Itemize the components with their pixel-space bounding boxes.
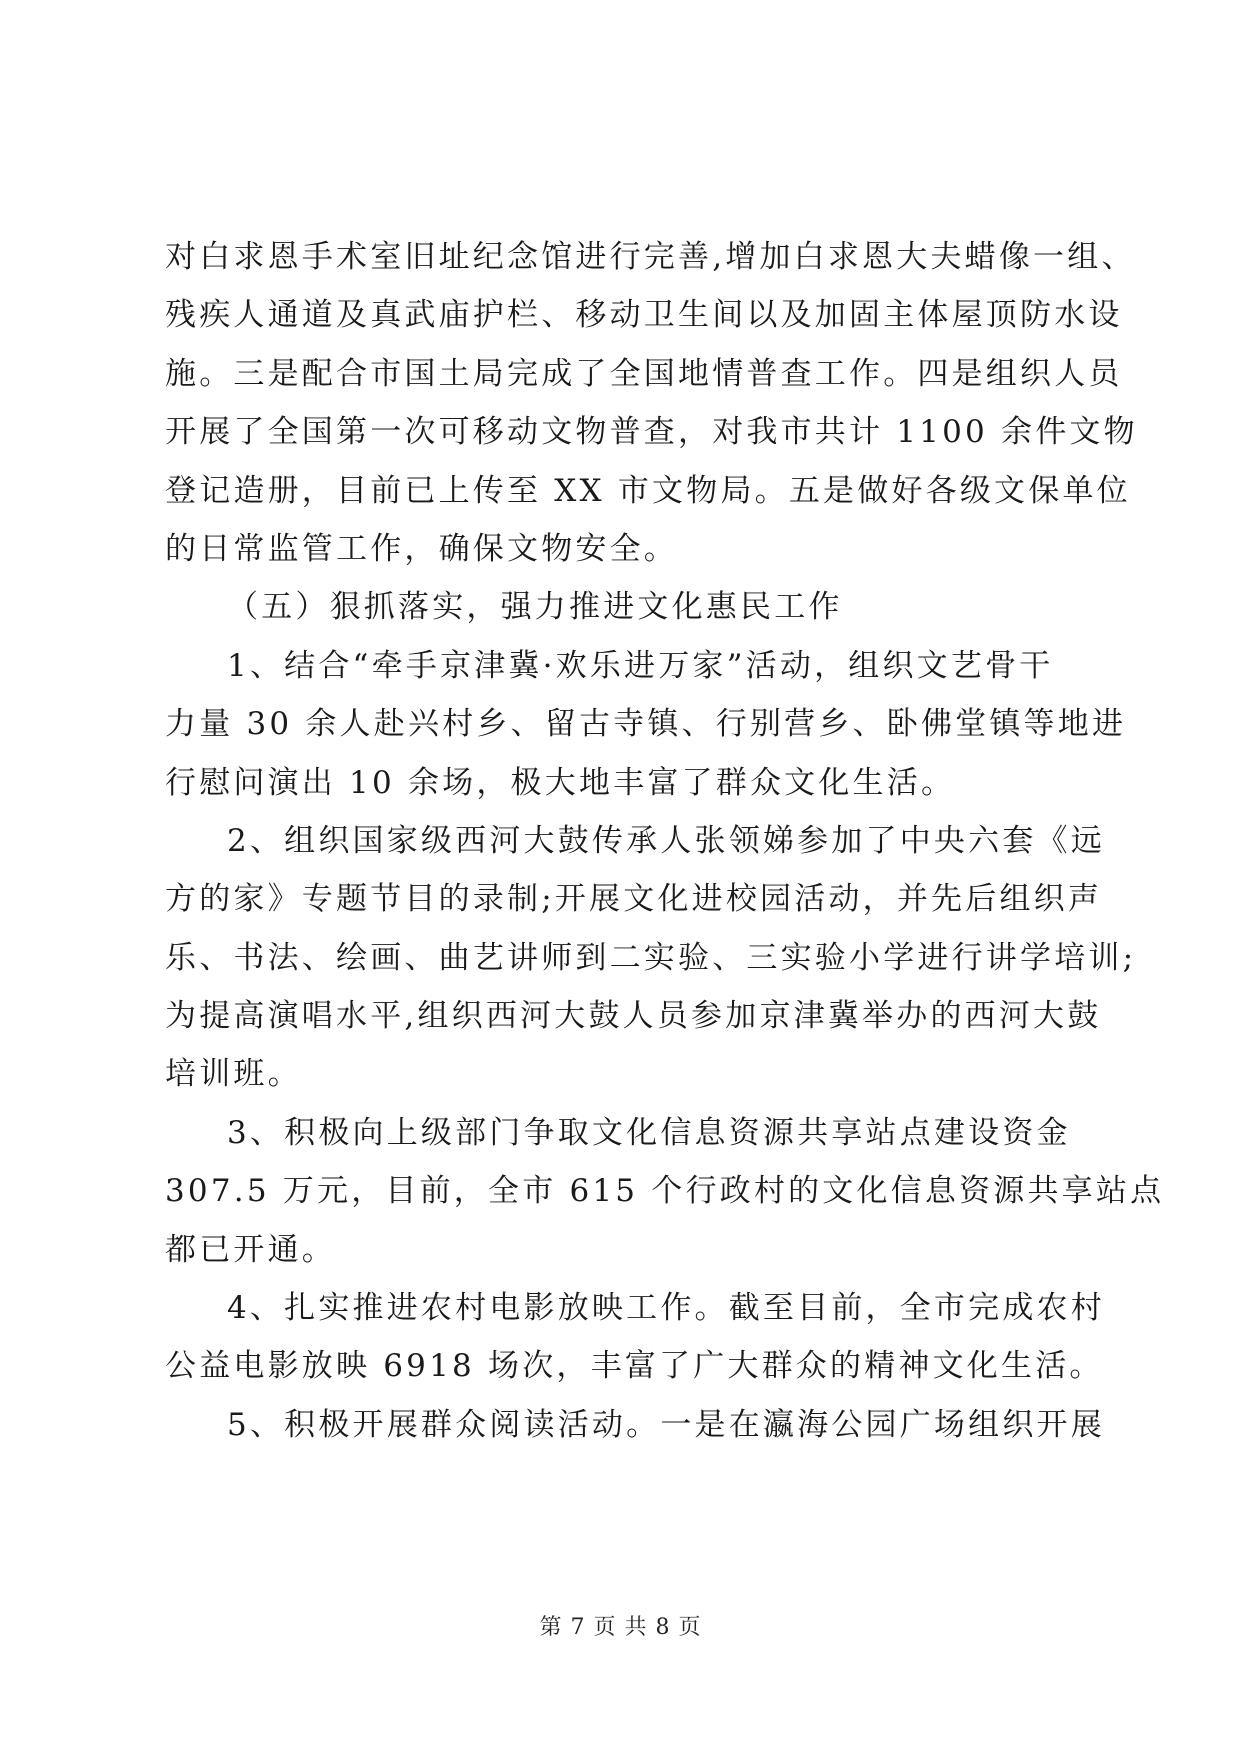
body-text bbox=[165, 228, 1165, 1454]
text-line: 力量 30 余人赴兴村乡、留古寺镇、行别营乡、卧佛堂镇等地进 bbox=[165, 706, 1127, 743]
text-line: 都已开通。 bbox=[165, 1231, 336, 1268]
text-line: 的日常监管工作，确保文物安全。 bbox=[165, 530, 678, 567]
section-heading: （五）狠抓落实，强力推进文化惠民工作 bbox=[227, 589, 843, 626]
text-line: 残疾人通道及真武庙护栏、移动卫生间以及加固主体屋顶防水设 bbox=[165, 297, 1123, 334]
page-number-footer: 第 7 页 共 8 页 bbox=[539, 1615, 702, 1640]
text-line: 对白求恩手术室旧址纪念馆进行完善,增加白求恩大夫蜡像一组、 bbox=[165, 239, 1136, 275]
text-line: 3、积极向上级部门争取文化信息资源共享站点建设资金 bbox=[227, 1114, 1071, 1151]
text-line: 施。三是配合市国土局完成了全国地情普查工作。四是组织人员 bbox=[165, 355, 1123, 392]
text-line: 307.5 万元，目前，全市 615 个行政村的文化信息资源共享站点 bbox=[165, 1173, 1165, 1210]
text-line: 2、组织国家级西河大鼓传承人张领娣参加了中央六套《远 bbox=[227, 822, 1105, 859]
text-line: 登记造册，目前已上传至 XX 市文物局。五是做好各级文保单位 bbox=[165, 472, 1131, 509]
text-line: 1、结合“牵手京津冀·欢乐进万家”活动，组织文艺骨干 bbox=[227, 647, 1054, 684]
text-line: 为提高演唱水平,组织西河大鼓人员参加京津冀举办的西河大鼓 bbox=[165, 998, 1102, 1035]
text-line: 方的家》专题节目的录制;开展文化进校园活动，并先后组织声 bbox=[165, 881, 1103, 918]
text-line: 4、扎实推进农村电影放映工作。截至目前，全市完成农村 bbox=[227, 1290, 1105, 1327]
text-line: 行慰问演出 10 余场，极大地丰富了群众文化生活。 bbox=[165, 764, 956, 801]
text-line: 开展了全国第一次可移动文物普查，对我市共计 1100 余件文物 bbox=[165, 414, 1138, 451]
text-line: 乐、书法、绘画、曲艺讲师到二实验、三实验小学进行讲学培训; bbox=[165, 939, 1137, 976]
text-line: 5、积极开展群众阅读活动。一是在瀛海公园广场组织开展 bbox=[227, 1406, 1105, 1443]
text-line: 公益电影放映 6918 场次，丰富了广大群众的精神文化生活。 bbox=[165, 1348, 1104, 1385]
text-line: 培训班。 bbox=[165, 1056, 302, 1093]
